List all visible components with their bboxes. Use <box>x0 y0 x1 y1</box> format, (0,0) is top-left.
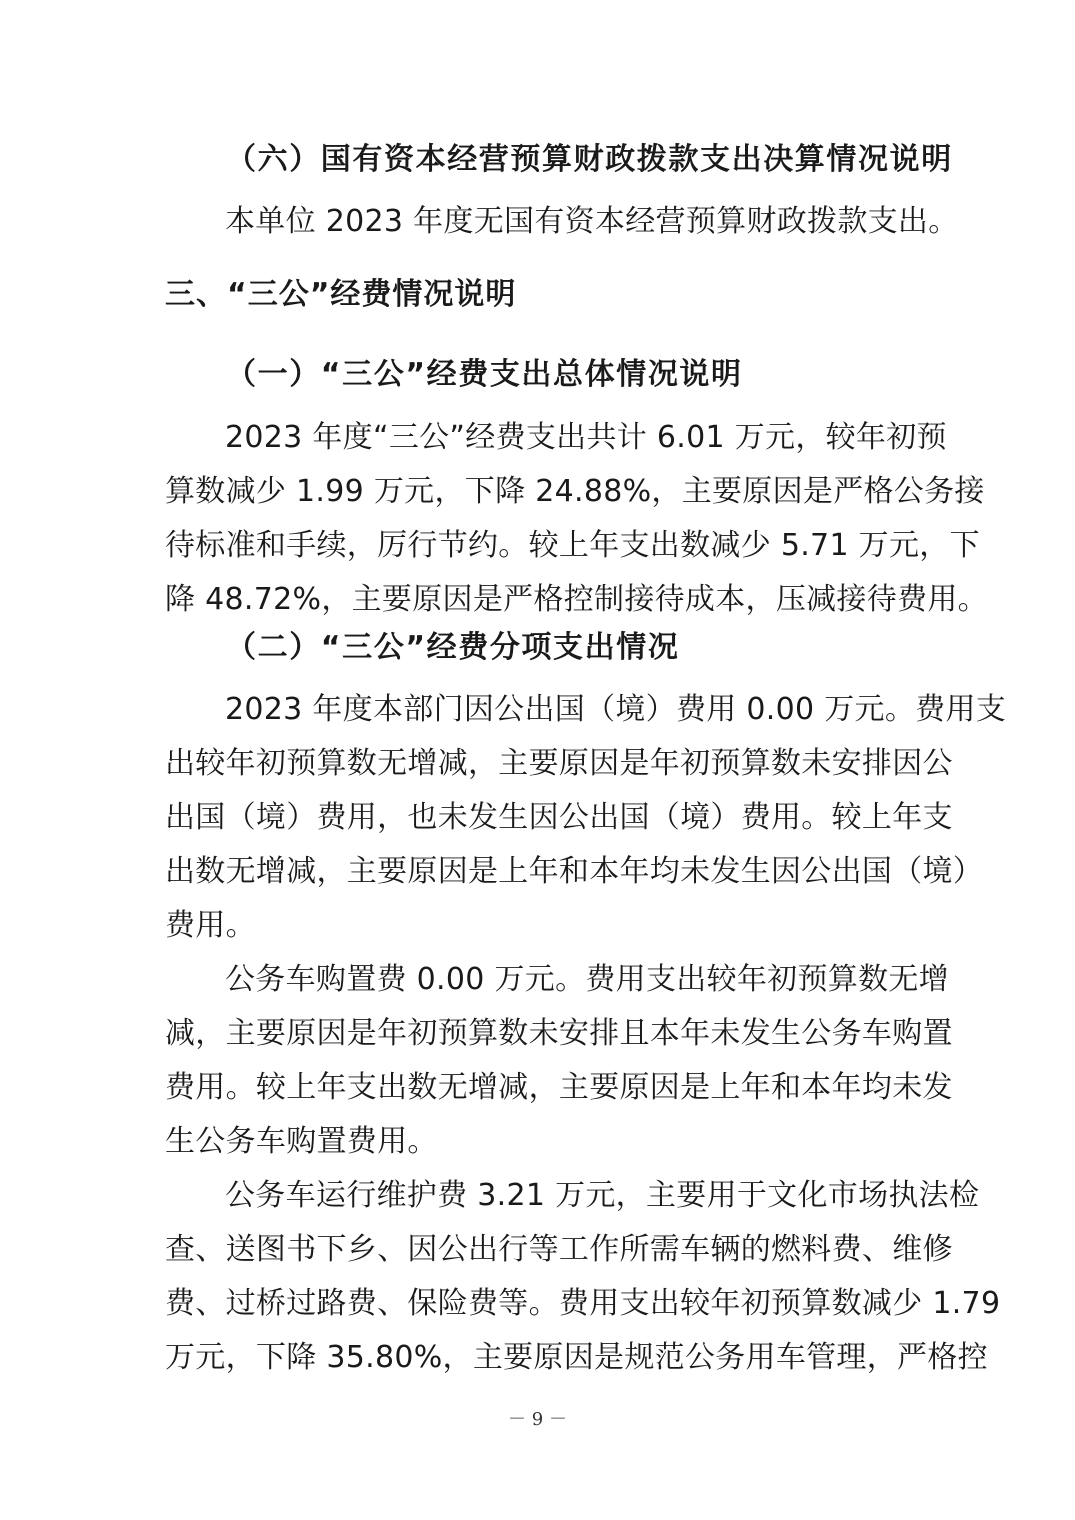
paragraph-line: 生公务车购置费用。 <box>165 1124 438 1159</box>
paragraph-line: 费、过桥过路费、保险费等。费用支出较年初预算数减少 1.79 <box>165 1286 1001 1321</box>
paragraph-line: 出较年初预算数无增减，主要原因是年初预算数未安排因公 <box>165 746 953 781</box>
paragraph-line: 公务车运行维护费 3.21 万元，主要用于文化市场执法检 <box>225 1178 980 1213</box>
heading-state-capital-budget: （六）国有资本经营预算财政拨款支出决算情况说明 <box>226 142 953 177</box>
heading-three-public-items: （二）“三公”经费分项支出情况 <box>226 630 680 665</box>
paragraph-line: 公务车购置费 0.00 万元。费用支出较年初预算数无增 <box>225 962 949 997</box>
paragraph-line: 算数减少 1.99 万元，下降 24.88%，主要原因是严格公务接 <box>165 474 985 509</box>
paragraph-state-capital-budget: 本单位 2023 年度无国有资本经营预算财政拨款支出。 <box>225 204 959 239</box>
paragraph-line: 减，主要原因是年初预算数未安排且本年未发生公务车购置 <box>165 1016 953 1051</box>
paragraph-line: 查、送图书下乡、因公出行等工作所需车辆的燃料费、维修 <box>165 1232 953 1267</box>
paragraph-line: 费用。较上年支出数无增减，主要原因是上年和本年均未发 <box>165 1070 953 1105</box>
paragraph-line: 出国（境）费用，也未发生因公出国（境）费用。较上年支 <box>165 800 953 835</box>
section-heading-three-public: 三、“三公”经费情况说明 <box>165 277 517 312</box>
page-number: － 9 － <box>508 1409 567 1430</box>
paragraph-line: 费用。 <box>165 908 256 943</box>
heading-three-public-overview: （一）“三公”经费支出总体情况说明 <box>226 357 743 392</box>
paragraph-line: 2023 年度“三公”经费支出共计 6.01 万元，较年初预 <box>225 420 947 455</box>
paragraph-line: 待标准和手续，厉行节约。较上年支出数减少 5.71 万元，下 <box>165 528 980 563</box>
paragraph-line: 万元，下降 35.80%，主要原因是规范公务用车管理，严格控 <box>165 1340 988 1375</box>
paragraph-line: 2023 年度本部门因公出国（境）费用 0.00 万元。费用支 <box>225 692 1007 727</box>
paragraph-line: 出数无增减，主要原因是上年和本年均未发生因公出国（境） <box>165 854 984 889</box>
paragraph-line: 降 48.72%，主要原因是严格控制接待成本，压减接待费用。 <box>165 582 988 617</box>
